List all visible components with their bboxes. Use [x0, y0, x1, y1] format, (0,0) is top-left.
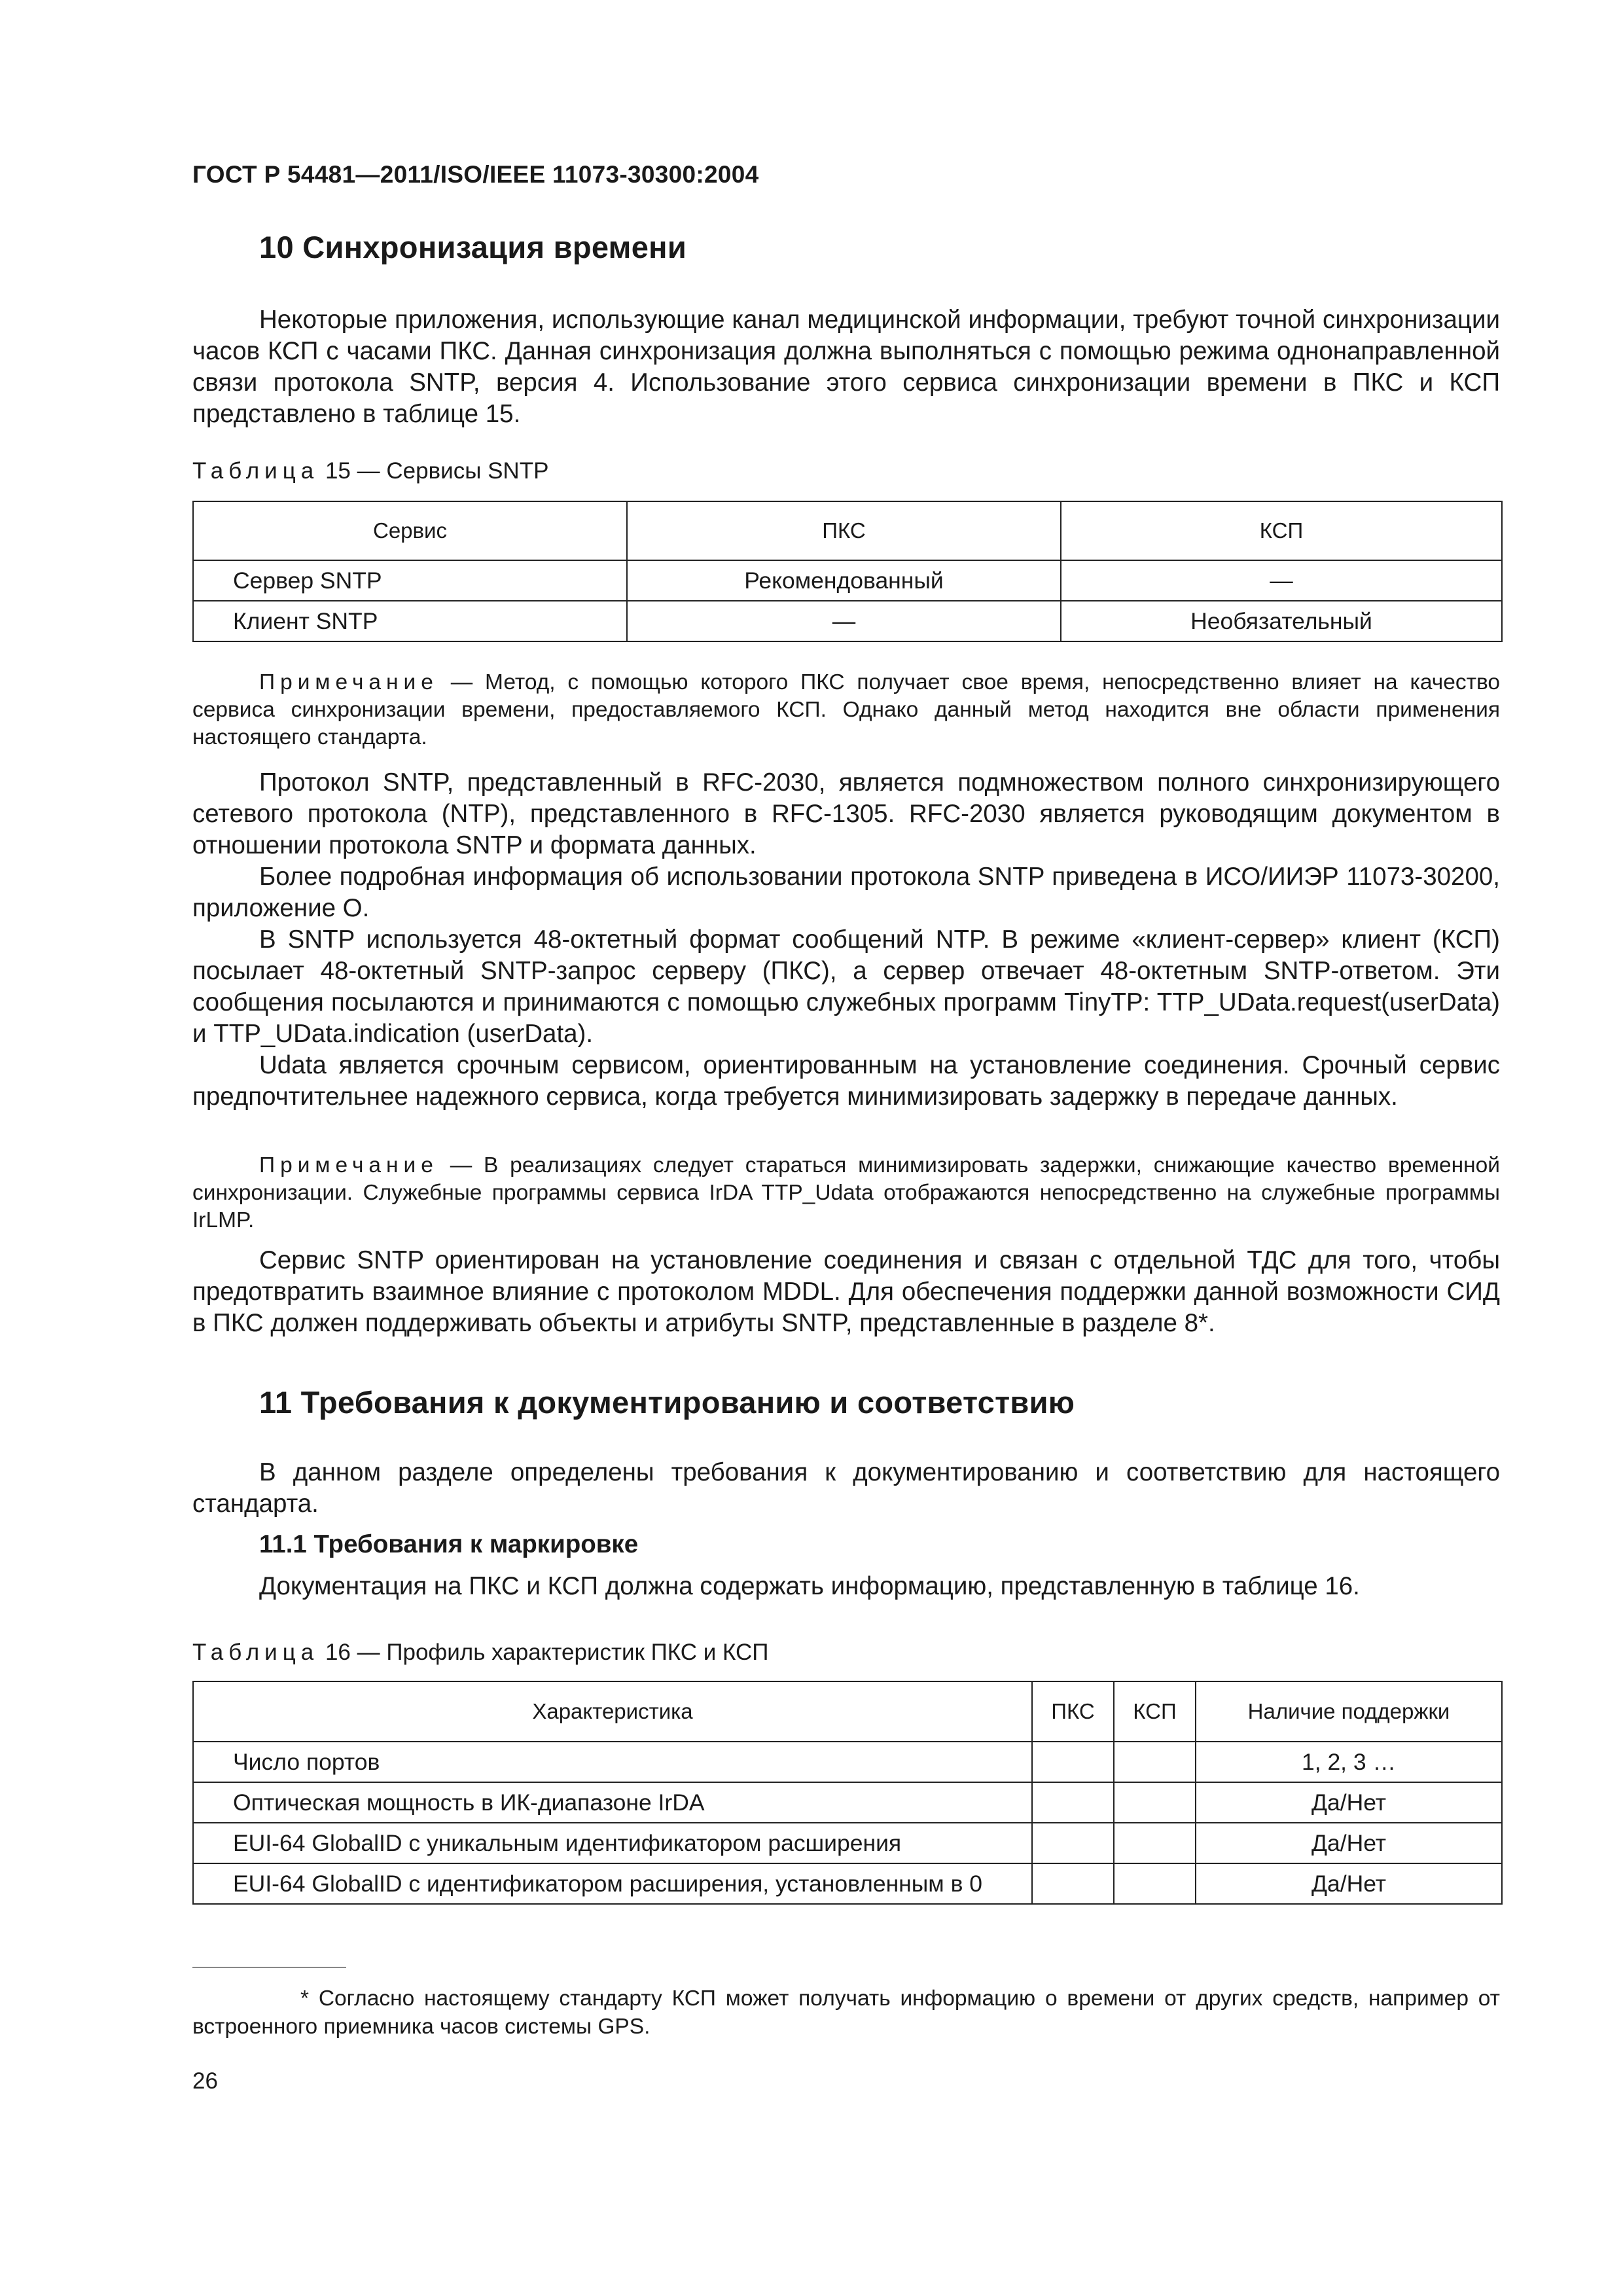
table-cell: Оптическая мощность в ИК-диапазоне IrDA — [193, 1782, 1032, 1823]
table-header-cell: ПКС — [627, 501, 1061, 560]
table-cell: Да/Нет — [1196, 1823, 1502, 1863]
table-header-cell: КСП — [1114, 1681, 1196, 1742]
note-1-label: Примечание — [259, 670, 438, 694]
table-cell — [1032, 1742, 1114, 1782]
table-16-caption — [192, 1640, 768, 1666]
table-header-cell: Характеристика — [193, 1681, 1032, 1742]
table-row — [193, 1823, 1502, 1863]
table-cell: EUI-64 GlobalID с уникальным идентификатором расширения — [193, 1823, 1032, 1863]
paragraph-sntp-service: Сервис SNTP ориентирован на установление соединения и связан с отдельной ТДС для того, чтобы предотвратить взаимное влияние с протоколом MDDL. Для обеспечения поддержки данной возможности СИД в ПКС должен поддерживать объекты и атрибуты SNTP, представленные в разделе 8*. — [192, 1246, 1500, 1337]
paragraph-more-info: Более подробная информация об использовании протокола SNTP приведена в ИСО/ИИЭР 11073-30200, приложение O. — [192, 863, 1500, 922]
section-10-title: 10 Синхронизация времени — [259, 230, 687, 264]
table-row — [193, 1742, 1502, 1782]
table-row — [193, 560, 1502, 601]
table-cell: Число портов — [193, 1742, 1032, 1782]
section-11-title: 11 Требования к документированию и соответствию — [259, 1385, 1075, 1420]
table-cell: — — [627, 601, 1061, 641]
table-cell — [1114, 1742, 1196, 1782]
note-1 — [192, 669, 1500, 751]
table-cell: Рекомендованный — [627, 560, 1061, 601]
table-header-cell: КСП — [1061, 501, 1502, 560]
table-row — [193, 1782, 1502, 1823]
table-row — [193, 601, 1502, 641]
note-2-label: Примечание — [259, 1153, 438, 1177]
table-15-caption — [192, 458, 548, 484]
note-2-text: — В реализациях следует стараться минимизировать задержки, снижающие качество временной синхронизации. Служебные программы сервиса IrDA TTP_Udata отображаются непосредственно на служебные программы IrLMP. — [192, 1153, 1500, 1232]
note-1-text: — Метод, с помощью которого ПКС получает свое время, непосредственно влияет на качество сервиса синхронизации времени, предоставляемого КСП. Однако данный метод находится вне области применения настоящего стандарта. — [192, 670, 1500, 749]
table-cell — [1114, 1823, 1196, 1863]
table-15 — [192, 501, 1503, 642]
paragraph-message-format: В SNTP используется 48-октетный формат сообщений NTP. В режиме «клиент-сервер» клиент (КСП) посылает 48-октетный SNTP-запрос серверу (ПКС), а сервер отвечает 48-октетным SNTP-ответом. Эти сообщения посылаются и принимаются с помощью служебных программ TinyTP: TTP_UData.request(userData) и TTP_UData.indication (userData). — [192, 925, 1500, 1048]
section-10-intro: Некоторые приложения, использующие канал медицинской информации, требуют точной синхронизации часов КСП с часами ПКС. Данная синхронизация должна выполняться с помощью режима однонаправленной связи протокола SNTP, версия 4. Использование этого сервиса синхронизации времени в ПКС и КСП представлено в таблице 15. — [192, 306, 1500, 428]
table-header-row — [193, 1681, 1502, 1742]
subsection-11-1-text: Документация на ПКС и КСП должна содержать информацию, представленную в таблице 16. — [259, 1572, 1360, 1600]
table-16-caption-label: Таблица — [192, 1640, 319, 1665]
table-header-cell: Сервис — [193, 501, 627, 560]
table-cell — [1114, 1782, 1196, 1823]
table-cell: 1, 2, 3 … — [1196, 1742, 1502, 1782]
table-cell: Да/Нет — [1196, 1782, 1502, 1823]
table-row — [193, 1863, 1502, 1904]
table-cell: Необязательный — [1061, 601, 1502, 641]
table-15-caption-label: Таблица — [192, 458, 319, 484]
table-cell — [1032, 1863, 1114, 1904]
table-cell: Сервер SNTP — [193, 560, 627, 601]
table-cell — [1032, 1782, 1114, 1823]
table-cell: — — [1061, 560, 1502, 601]
table-header-cell: ПКС — [1032, 1681, 1114, 1742]
table-15-caption-text: 15 — Сервисы SNTP — [325, 458, 549, 484]
page-number: 26 — [192, 2068, 218, 2094]
table-cell — [1114, 1863, 1196, 1904]
footnote: * Согласно настоящему стандарту КСП может получать информацию о времени от других средств, например от встроенного приемника часов системы GPS. — [192, 1986, 1500, 2039]
paragraph-sntp-rfc: Протокол SNTP, представленный в RFC-2030, является подмножеством полного синхронизирующего сетевого протокола (NTP), представленного в RFC-1305. RFC-2030 является руководящим документом в отношении протокола SNTP и формата данных. — [192, 768, 1500, 859]
footnote-divider — [192, 1967, 346, 1968]
table-cell — [1032, 1823, 1114, 1863]
subsection-11-1-title: 11.1 Требования к маркировке — [259, 1530, 639, 1558]
paragraph-udata: Udata является срочным сервисом, ориентированным на установление соединения. Срочный сервис предпочтительнее надежного сервиса, когда требуется минимизировать задержку в передаче данных. — [192, 1051, 1500, 1111]
note-2 — [192, 1152, 1500, 1234]
table-cell: EUI-64 GlobalID с идентификатором расширения, установленным в 0 — [193, 1863, 1032, 1904]
table-cell: Клиент SNTP — [193, 601, 627, 641]
table-header-cell: Наличие поддержки — [1196, 1681, 1502, 1742]
table-16-caption-text: 16 — Профиль характеристик ПКС и КСП — [325, 1640, 769, 1665]
document-header: ГОСТ Р 54481—2011/ISO/IEEE 11073-30300:2004 — [192, 161, 759, 188]
table-16 — [192, 1681, 1503, 1905]
section-11-intro: В данном разделе определены требования к документированию и соответствию для настоящего стандарта. — [192, 1458, 1500, 1518]
table-cell: Да/Нет — [1196, 1863, 1502, 1904]
table-header-row — [193, 501, 1502, 560]
